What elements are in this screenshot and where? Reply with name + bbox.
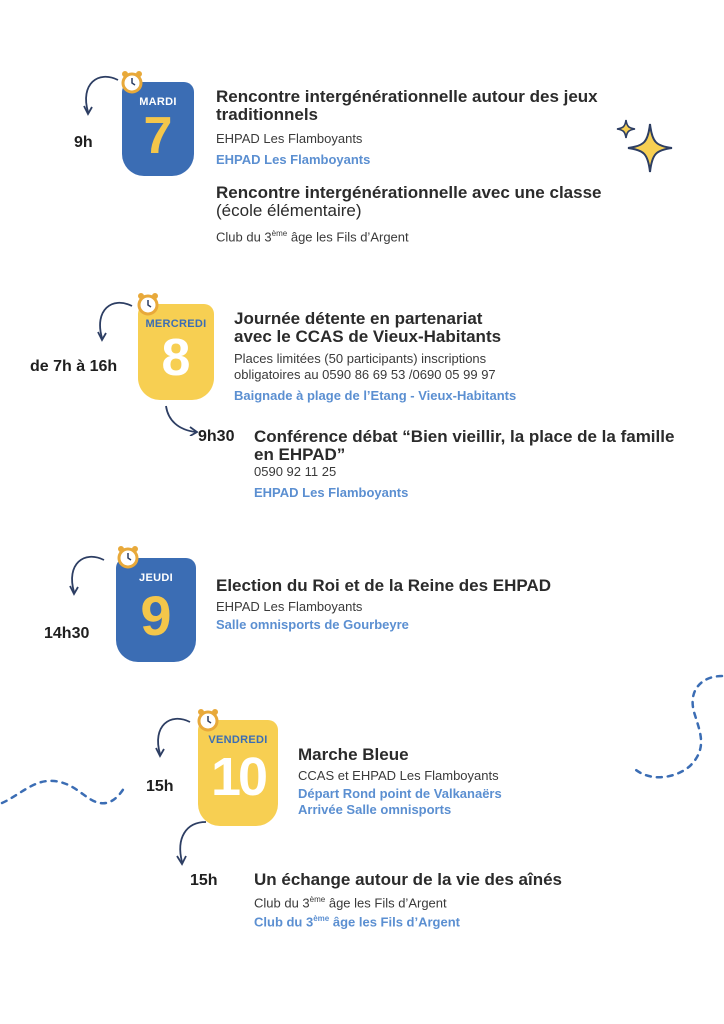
event-location: Départ Rond point de Valkanaërs Arrivée Salle omnisports	[298, 786, 502, 817]
event-organizer: Club du 3ème âge les Fils d’Argent	[216, 229, 409, 245]
curved-arrow-icon	[78, 72, 122, 120]
event-title: Rencontre intergénérationnelle autour des jeux traditionnels	[216, 87, 598, 124]
event-title: Rencontre intergénérationnelle avec une classe (école élémentaire)	[216, 183, 602, 220]
event-organizer: Club du 3ème âge les Fils d’Argent	[254, 895, 447, 911]
curved-arrow-icon	[92, 298, 136, 346]
sparkle-icon	[612, 116, 676, 174]
event-title: Conférence débat “Bien vieillir, la place de la famille en EHPAD”	[254, 427, 675, 464]
curved-arrow-icon	[150, 714, 194, 762]
event-time: 15h	[190, 872, 218, 889]
dotted-wave-decoration	[0, 755, 130, 815]
day-name: VENDREDI	[208, 734, 268, 746]
day-badge	[122, 82, 194, 176]
event-location: EHPAD Les Flamboyants	[216, 152, 371, 167]
event-organizer: EHPAD Les Flamboyants	[216, 599, 363, 614]
event-organizer: EHPAD Les Flamboyants	[216, 131, 363, 146]
alarm-clock-icon	[196, 708, 220, 732]
event-title: Election du Roi et de la Reine des EHPAD	[216, 576, 552, 595]
day-name: MERCREDI	[145, 318, 207, 330]
event-time: de 7h à 16h	[30, 358, 118, 375]
alarm-clock-icon	[120, 70, 144, 94]
event-time: 14h30	[44, 625, 90, 642]
alarm-clock-icon	[136, 292, 160, 316]
curved-arrow-icon	[174, 818, 210, 870]
day-name: MARDI	[139, 96, 177, 108]
day-number: 10	[210, 747, 266, 807]
event-title: Un échange autour de la vie des aînés	[254, 870, 562, 889]
day-number: 8	[161, 329, 191, 387]
dotted-wave-decoration	[632, 670, 724, 785]
day-badge	[198, 720, 278, 826]
event-details: Places limitées (50 participants) inscriptions obligatoires au 0590 86 69 53 /0690 05 99 97	[234, 351, 496, 382]
event-location: Salle omnisports de Gourbeyre	[216, 617, 409, 632]
event-time: 9h	[74, 134, 93, 151]
event-time: 15h	[146, 778, 174, 795]
day-badge	[116, 558, 196, 662]
event-location: Club du 3ème âge les Fils d’Argent	[254, 914, 461, 930]
day-badge	[138, 304, 214, 400]
curved-arrow-icon	[162, 404, 202, 436]
event-title: Journée détente en partenariat avec le CCAS de Vieux-Habitants	[234, 309, 502, 346]
day-number: 9	[140, 584, 172, 647]
event-organizer: CCAS et EHPAD Les Flamboyants	[298, 768, 499, 783]
day-number: 7	[143, 107, 173, 165]
curved-arrow-icon	[64, 552, 108, 600]
alarm-clock-icon	[116, 545, 140, 569]
event-time: 9h30	[198, 428, 235, 445]
event-phone: 0590 92 11 25	[254, 464, 337, 479]
event-location: Baignade à plage de l’Etang - Vieux-Habitants	[234, 388, 517, 403]
event-title: Marche Bleue	[298, 745, 409, 764]
day-name: JEUDI	[139, 572, 173, 584]
event-location: EHPAD Les Flamboyants	[254, 485, 409, 500]
